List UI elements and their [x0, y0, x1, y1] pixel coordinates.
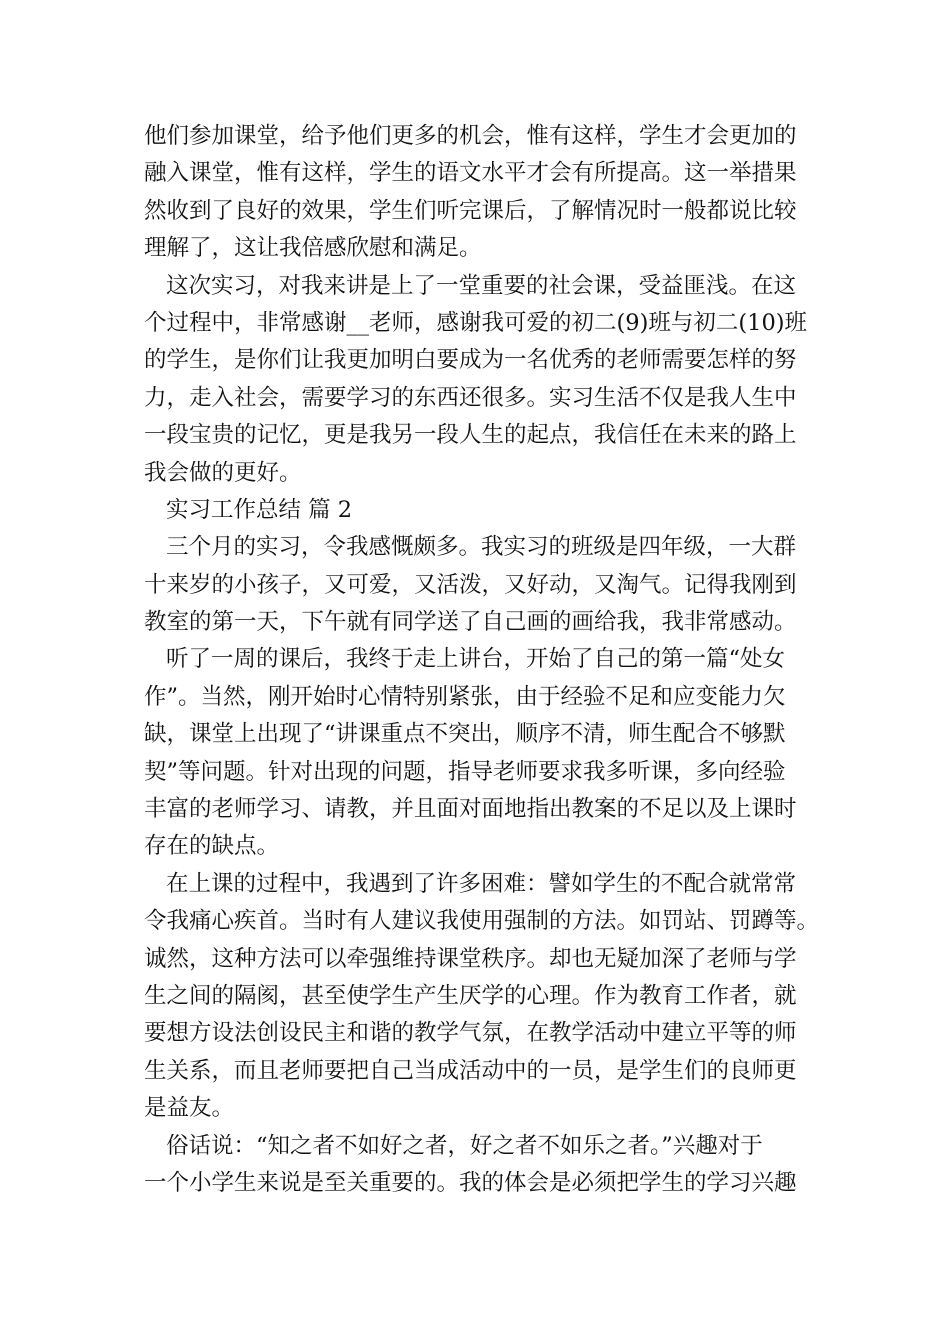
paragraph-line: 这次实习，对我来讲是上了一堂重要的社会课，受益匪浅。在这 [166, 272, 797, 299]
paragraph-line: 缺，课堂上出现了“讲课重点不突出，顺序不清，师生配合不够默 [144, 721, 786, 748]
paragraph-line: 然收到了良好的效果，学生们听完课后，了解情况时一般都说比较 [144, 197, 797, 224]
paragraph-line: 要想方设法创设民主和谐的教学气氛，在教学活动中建立平等的师 [144, 1020, 797, 1047]
document-body [144, 118, 820, 1202]
paragraph-line: 三个月的实习，令我感慨颇多。我实习的班级是四年级，一大群 [166, 534, 797, 561]
paragraph-line: 生之间的隔阂，甚至使学生产生厌学的心理。作为教育工作者，就 [144, 982, 797, 1009]
paragraph-3 [144, 529, 810, 641]
section-heading: 实习工作总结 篇 2 [166, 496, 353, 523]
paragraph-line: 令我痛心疾首。当时有人建议我使用强制的方法。如罚站、罚蹲等。 [144, 908, 820, 935]
paragraph-line: 一个小学生来说是至关重要的。我的体会是必须把学生的学习兴趣 [144, 1169, 797, 1196]
paragraph-line: 力，走入社会，需要学习的东西还很多。实习生活不仅是我人生中 [144, 384, 797, 411]
paragraph-line: 教室的第一天，下午就有同学送了自己画的画给我，我非常感动。 [144, 609, 797, 636]
paragraph-line: 个过程中，非常感谢__老师，感谢我可爱的初二(9)班与初二(10)班 [144, 309, 808, 336]
paragraph-line: 一段宝贵的记忆，更是我另一段人生的起点，我信任在未来的路上 [144, 422, 797, 449]
paragraph-4 [144, 641, 810, 865]
paragraph-line: 作”。当然，刚开始时心情特别紧张，由于经验不足和应变能力欠 [144, 683, 786, 710]
paragraph-line: 理解了，这让我倍感欣慰和满足。 [144, 235, 482, 262]
paragraph-line: 的学生，是你们让我更加明白要成为一名优秀的老师需要怎样的努 [144, 347, 797, 374]
paragraph-line: 存在的缺点。 [144, 833, 280, 860]
paragraph-5 [144, 866, 820, 1128]
paragraph-line: 契”等问题。针对出现的问题，指导老师要求我多听课，多向经验 [144, 758, 786, 785]
paragraph-line: 十来岁的小孩子，又可爱，又活泼，又好动，又淘气。记得我刚到 [144, 571, 797, 598]
paragraph-1 [144, 118, 810, 268]
paragraph-2 [144, 268, 810, 492]
paragraph-line: 俗话说：“知之者不如好之者，好之者不如乐之者。”兴趣对于 [166, 1132, 763, 1159]
paragraph-line: 是益友。 [144, 1095, 235, 1122]
paragraph-line: 他们参加课堂，给予他们更多的机会，惟有这样，学生才会更加的 [144, 123, 797, 149]
paragraph-line: 我会做的更好。 [144, 459, 302, 486]
paragraph-line: 生关系，而且老师要把自己当成活动中的一员，是学生们的良师更 [144, 1057, 797, 1084]
paragraph-line: 丰富的老师学习、请教，并且面对面地指出教案的不足以及上课时 [144, 796, 797, 823]
paragraph-6 [144, 1128, 810, 1203]
paragraph-line: 诚然，这种方法可以牵强维持课堂秩序。却也无疑加深了老师与学 [144, 945, 797, 972]
paragraph-line: 听了一周的课后，我终于走上讲台，开始了自己的第一篇“处女 [166, 646, 786, 673]
paragraph-line: 在上课的过程中，我遇到了许多困难：譬如学生的不配合就常常 [166, 870, 797, 897]
paragraph-line: 融入课堂，惟有这样，学生的语文水平才会有所提高。这一举措果 [144, 160, 797, 187]
